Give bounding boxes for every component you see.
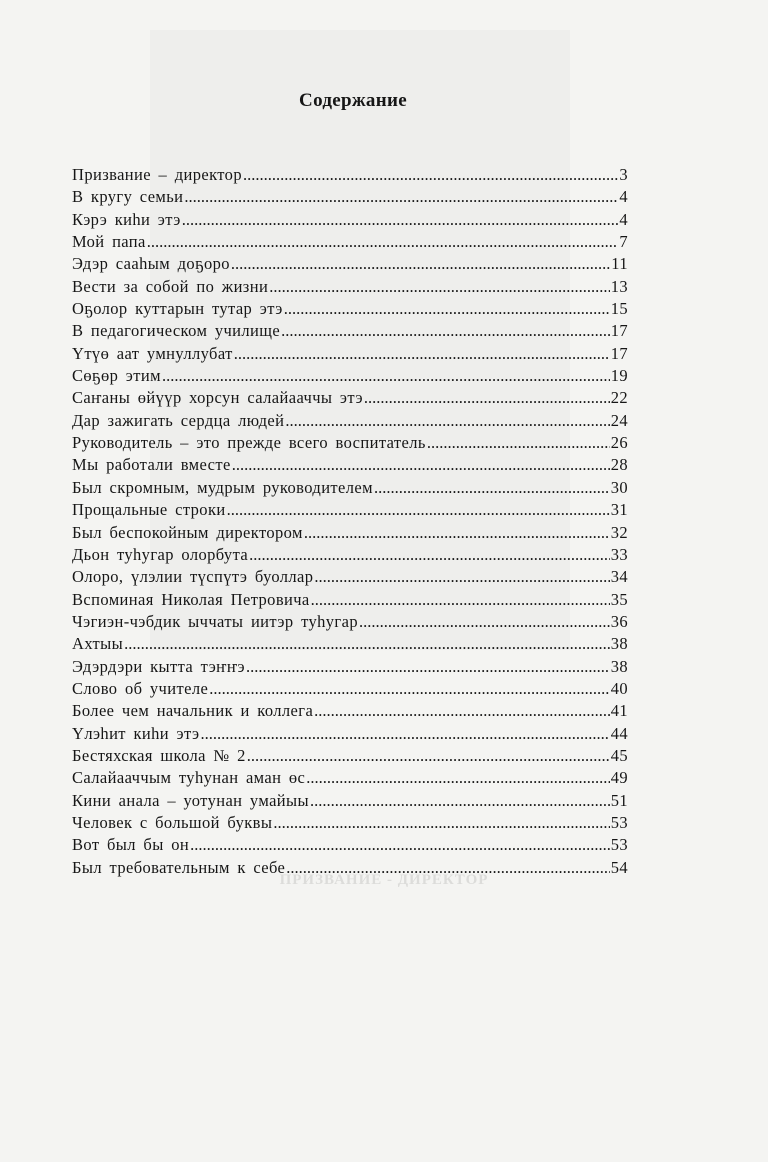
- toc-entry-title: Был скромным, мудрым руководителем: [72, 477, 373, 497]
- dot-leader: [243, 165, 618, 185]
- toc-entry-title: В кругу семьи: [72, 187, 184, 207]
- toc-entry-page: 4: [619, 209, 628, 229]
- toc-entry: [72, 254, 628, 276]
- toc-entry-title: Кэрэ киhи этэ: [72, 209, 181, 229]
- toc-entry-page: 13: [610, 276, 628, 296]
- toc-entry: [72, 813, 628, 835]
- toc-entry-page: 36: [610, 611, 628, 631]
- toc-entry-title: Был беспокойным директором: [72, 522, 303, 542]
- dot-leader: [359, 612, 610, 632]
- toc-entry-page: 53: [610, 835, 628, 855]
- toc-entry-title: Был требовательным к себе: [72, 857, 286, 877]
- toc-entry-title: Человек с большой буквы: [72, 812, 273, 832]
- dot-leader: [227, 500, 610, 520]
- table-of-contents: [72, 165, 628, 880]
- toc-entry-title: Прощальные строки: [72, 500, 226, 520]
- toc-entry-page: 54: [610, 857, 628, 877]
- dot-leader: [310, 791, 610, 811]
- dot-leader: [306, 768, 609, 788]
- toc-entry-page: 30: [610, 477, 628, 497]
- dot-leader: [427, 433, 610, 453]
- toc-entry-page: 3: [619, 165, 628, 184]
- toc-entry-page: 24: [610, 410, 628, 430]
- dot-leader: [304, 523, 610, 543]
- toc-entry: [72, 187, 628, 209]
- toc-entry: [72, 433, 628, 455]
- toc-entry-page: 38: [610, 656, 628, 676]
- toc-entry-page: 17: [610, 343, 628, 363]
- dot-leader: [124, 634, 610, 654]
- dot-leader: [311, 590, 610, 610]
- toc-entry: [72, 478, 628, 500]
- toc-entry: [72, 455, 628, 477]
- toc-entry-page: 31: [610, 500, 628, 520]
- toc-entry: [72, 724, 628, 746]
- toc-entry-title: Саҥаны өйүүр хорсун салайааччы этэ: [72, 388, 363, 408]
- toc-entry-title: Эдэрдэри кытта тэҥҥэ: [72, 656, 246, 676]
- toc-entry: [72, 701, 628, 723]
- toc-entry: [72, 679, 628, 701]
- toc-entry-title: Руководитель – это прежде всего воспитатель: [72, 433, 426, 453]
- dot-leader: [273, 813, 609, 833]
- toc-entry: [72, 388, 628, 410]
- dot-leader: [249, 545, 610, 565]
- toc-entry-page: 40: [610, 678, 628, 698]
- toc-entry-title: Үлэhит киhи этэ: [72, 723, 200, 743]
- toc-entry-page: 41: [610, 701, 628, 721]
- toc-entry-title: Более чем начальник и коллега: [72, 701, 314, 721]
- dot-leader: [184, 187, 618, 207]
- toc-entry-title: Салайааччым туhунан аман өс: [72, 768, 306, 788]
- dot-leader: [246, 657, 610, 677]
- toc-entry: [72, 567, 628, 589]
- toc-entry-page: 49: [610, 768, 628, 788]
- toc-entry-title: Кини анала – уотунан умайыы: [72, 790, 310, 810]
- toc-entry-title: Оҕолор куттарын тутар этэ: [72, 299, 283, 319]
- toc-entry-page: 19: [610, 366, 628, 386]
- toc-entry-title: Призвание – директор: [72, 165, 242, 184]
- toc-entry: [72, 366, 628, 388]
- toc-entry-page: 38: [610, 634, 628, 654]
- toc-entry-page: 7: [619, 232, 628, 252]
- toc-entry-page: 15: [610, 299, 628, 319]
- dot-leader: [190, 835, 610, 855]
- toc-entry-page: 26: [610, 433, 628, 453]
- dot-leader: [364, 388, 610, 408]
- toc-entry-page: 32: [610, 522, 628, 542]
- toc-entry: [72, 299, 628, 321]
- toc-entry-title: Дар зажигать сердца людей: [72, 410, 285, 430]
- toc-entry: [72, 590, 628, 612]
- dot-leader: [209, 679, 610, 699]
- dot-leader: [162, 366, 610, 386]
- toc-entry: [72, 321, 628, 343]
- toc-entry: [72, 232, 628, 254]
- toc-entry-title: Эдэр сааhым доҕоро: [72, 254, 230, 274]
- toc-entry: [72, 768, 628, 790]
- toc-entry: [72, 612, 628, 634]
- toc-entry-page: 28: [610, 455, 628, 475]
- toc-entry-title: Вот был бы он: [72, 835, 190, 855]
- dot-leader: [269, 277, 610, 297]
- toc-entry-title: Слово об учителе: [72, 678, 209, 698]
- toc-entry-title: Мы работали вместе: [72, 455, 231, 475]
- toc-entry: [72, 835, 628, 857]
- toc-entry-page: 34: [610, 567, 628, 587]
- dot-leader: [281, 321, 610, 341]
- toc-entry-title: Олоро, үлэлии түспүтэ буоллар: [72, 567, 314, 587]
- toc-entry: [72, 746, 628, 768]
- toc-entry-title: Дьон туhугар олорбута: [72, 544, 249, 564]
- toc-entry: [72, 791, 628, 813]
- toc-entry-page: 44: [610, 723, 628, 743]
- dot-leader: [285, 411, 609, 431]
- toc-entry-title: Ахтыы: [72, 634, 124, 654]
- toc-entry-title: Чэгиэн-чэбдик ыччаты иитэр туhугар: [72, 611, 358, 631]
- toc-entry-page: 33: [610, 544, 628, 564]
- toc-entry-title: Сөҕөр этим: [72, 366, 161, 386]
- toc-entry-page: 35: [610, 589, 628, 609]
- dot-leader: [182, 210, 619, 230]
- toc-entry: [72, 210, 628, 232]
- toc-entry-page: 4: [619, 187, 628, 207]
- toc-entry: [72, 523, 628, 545]
- toc-entry: [72, 165, 628, 187]
- toc-entry-page: 22: [610, 388, 628, 408]
- toc-entry-title: Вспоминая Николая Петровича: [72, 589, 310, 609]
- dot-leader: [314, 567, 609, 587]
- toc-entry-page: 11: [611, 254, 628, 274]
- dot-leader: [247, 746, 610, 766]
- toc-entry: [72, 411, 628, 433]
- toc-entry-title: Вести за собой по жизни: [72, 276, 269, 296]
- toc-entry-title: Үтүө аат умнуллубат: [72, 343, 233, 363]
- toc-entry-title: Мой папа: [72, 232, 146, 252]
- toc-entry: [72, 545, 628, 567]
- toc-entry: [72, 344, 628, 366]
- toc-entry: [72, 277, 628, 299]
- toc-entry: [72, 634, 628, 656]
- toc-entry: [72, 500, 628, 522]
- dot-leader: [314, 701, 610, 721]
- dot-leader: [374, 478, 610, 498]
- dot-leader: [284, 299, 610, 319]
- toc-entry-page: 51: [610, 790, 628, 810]
- dot-leader: [234, 344, 610, 364]
- dot-leader: [200, 724, 609, 744]
- dot-leader: [232, 455, 610, 475]
- toc-entry-page: 45: [610, 745, 628, 765]
- bleed-through-text: ПРИЗВАНИЕ - ДИРЕКТОР: [279, 872, 489, 888]
- toc-entry: [72, 657, 628, 679]
- toc-entry-title: Бестяхская школа № 2: [72, 745, 246, 765]
- page-title: Содержание: [299, 90, 407, 111]
- toc-entry-page: 17: [610, 321, 628, 341]
- toc-entry-title: В педагогическом училище: [72, 321, 281, 341]
- toc-entry-page: 53: [610, 812, 628, 832]
- dot-leader: [147, 232, 619, 252]
- dot-leader: [231, 254, 610, 274]
